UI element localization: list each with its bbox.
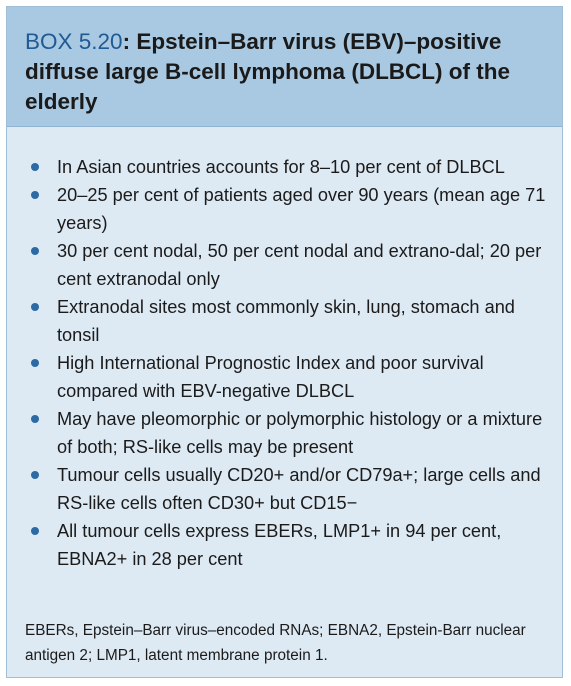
list-item-text: 30 per cent nodal, 50 per cent nodal and extrano-dal; 20 per cent extranodal only bbox=[57, 241, 542, 289]
list-item bbox=[29, 349, 548, 405]
list-item bbox=[29, 293, 548, 349]
box-title bbox=[25, 27, 544, 117]
list-item bbox=[29, 405, 548, 461]
box-label: BOX 5.20 bbox=[25, 29, 123, 54]
list-item-text: May have pleomorphic or polymorphic histology or a mixture of both; RS-like cells may be present bbox=[57, 409, 543, 457]
list-item-text: 20–25 per cent of patients aged over 90 years (mean age 71 years) bbox=[57, 185, 546, 233]
list-item bbox=[29, 461, 548, 517]
bullet-dot-icon bbox=[31, 191, 39, 199]
bullet-list bbox=[7, 127, 562, 573]
list-item-text: In Asian countries accounts for 8–10 per cent of DLBCL bbox=[57, 157, 505, 177]
list-item bbox=[29, 153, 548, 181]
list-item bbox=[29, 181, 548, 237]
list-item bbox=[29, 237, 548, 293]
box-header bbox=[7, 7, 562, 127]
bullet-dot-icon bbox=[31, 527, 39, 535]
list-item-text: Extranodal sites most commonly skin, lung, stomach and tonsil bbox=[57, 297, 515, 345]
list-item-text: High International Prognostic Index and poor survival compared with EBV-negative DLBCL bbox=[57, 353, 484, 401]
bullet-dot-icon bbox=[31, 247, 39, 255]
footnote: EBERs, Epstein–Barr virus–encoded RNAs; EBNA2, Epstein-Barr nuclear antigen 2; LMP1, latent membrane protein 1. bbox=[25, 622, 526, 664]
info-box bbox=[6, 6, 563, 678]
bullet-dot-icon bbox=[31, 359, 39, 367]
bullet-dot-icon bbox=[31, 163, 39, 171]
box-title-text: Epstein–Barr virus (EBV)–positive diffuse large B-cell lymphoma (DLBCL) of the elderly bbox=[25, 29, 511, 114]
bullet-dot-icon bbox=[31, 303, 39, 311]
title-separator: : bbox=[122, 29, 137, 54]
list-item-text: All tumour cells express EBERs, LMP1+ in 94 per cent, EBNA2+ in 28 per cent bbox=[57, 521, 502, 569]
list-item bbox=[29, 517, 548, 573]
bullet-dot-icon bbox=[31, 415, 39, 423]
list-item-text: Tumour cells usually CD20+ and/or CD79a+; large cells and RS-like cells often CD30+ but CD15− bbox=[57, 465, 541, 513]
bullet-dot-icon bbox=[31, 471, 39, 479]
